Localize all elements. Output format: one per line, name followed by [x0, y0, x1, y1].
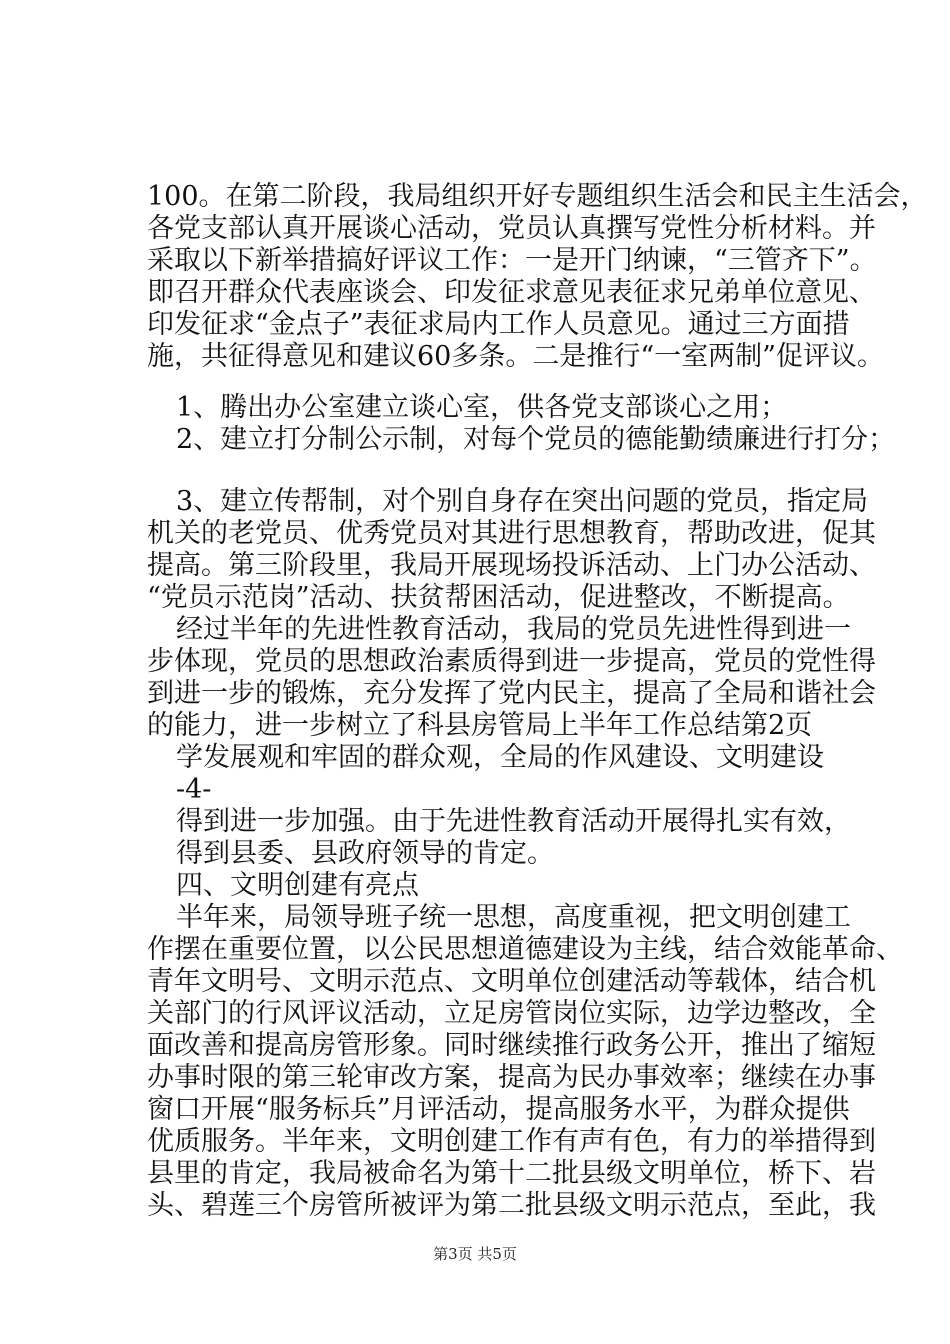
text-line-29: 头、碧莲三个房管所被评为第二批县级文明示范点，至此，我 [147, 1190, 876, 1221]
text-line-24: 面改善和提高房管形象。同时继续推行政务公开，推出了缩短 [147, 1030, 876, 1061]
text-line-5: 印发征求“金点子”表征求局内工作人员意见。通过三方面措 [147, 309, 850, 340]
text-line-16: 的能力，进一步树立了科县房管局上半年工作总结第2页 [147, 710, 813, 741]
text-line-22: 青年文明号、文明示范点、文明单位创建活动等载体，结合机 [147, 966, 876, 997]
text-line-23: 关部门的行风评议活动，立足房管岗位实际，边学边整改，全 [147, 998, 876, 1029]
text-line-9: 3、建立传帮制，对个别自身存在突出问题的党员，指定局 [176, 486, 869, 517]
page-footer: 第3页 共5页 [433, 1245, 517, 1263]
text-line-13: 经过半年的先进性教育活动，我局的党员先进性得到进一 [176, 614, 851, 645]
text-line-27: 优质服务。半年来，文明创建工作有声有色，有力的举措得到 [147, 1126, 876, 1157]
text-line-21: 作摆在重要位置，以公民思想道德建设为主线，结合效能革命、 [147, 934, 903, 965]
text-line-8: 2、建立打分制公示制，对每个党员的德能勤绩廉进行打分； [176, 424, 896, 455]
text-line-10: 机关的老党员、优秀党员对其进行思想教育，帮助改进，促其 [147, 518, 876, 549]
text-line-1: 100。在第二阶段，我局组织开好专题组织生活会和民主生活会， [147, 181, 928, 212]
text-line-6: 施，共征得意见和建议60多条。二是推行“一室两制”促评议。 [147, 341, 884, 372]
text-line-11: 提高。第三阶段里，我局开展现场投诉活动、上门办公活动、 [147, 550, 876, 581]
text-line-7: 1、腾出办公室建立谈心室，供各党支部谈心之用； [176, 392, 788, 423]
text-line-12: “党员示范岗”活动、扶贫帮困活动，促进整改，不断提高。 [147, 582, 850, 613]
text-line-19: 得到县委、县政府领导的肯定。 [176, 838, 554, 869]
text-line-15: 到进一步的锻炼，充分发挥了党内民主，提高了全局和谐社会 [147, 678, 876, 709]
text-line-17: 学发展观和牢固的群众观，全局的作风建设、文明建设 [176, 742, 824, 773]
page-marker: -4- [176, 774, 212, 805]
text-line-28: 县里的肯定，我局被命名为第十二批县级文明单位，桥下、岩 [147, 1158, 876, 1189]
text-line-2: 各党支部认真开展谈心活动，党员认真撰写党性分析材料。并 [147, 213, 876, 244]
section-heading: 四、文明创建有亮点 [176, 870, 419, 901]
text-line-3: 采取以下新举措搞好评议工作：一是开门纳谏，“三管齐下”。 [147, 245, 877, 276]
text-line-18: 得到进一步加强。由于先进性教育活动开展得扎实有效， [176, 806, 851, 837]
text-line-14: 步体现，党员的思想政治素质得到进一步提高，党员的党性得 [147, 646, 876, 677]
text-line-4: 即召开群众代表座谈会、印发征求意见表征求兄弟单位意见、 [147, 277, 876, 308]
text-line-25: 办事时限的第三轮审改方案，提高为民办事效率；继续在办事 [147, 1062, 876, 1093]
text-line-26: 窗口开展“服务标兵”月评活动，提高服务水平，为群众提供 [147, 1094, 850, 1125]
text-line-20: 半年来，局领导班子统一思想，高度重视，把文明创建工 [176, 902, 851, 933]
